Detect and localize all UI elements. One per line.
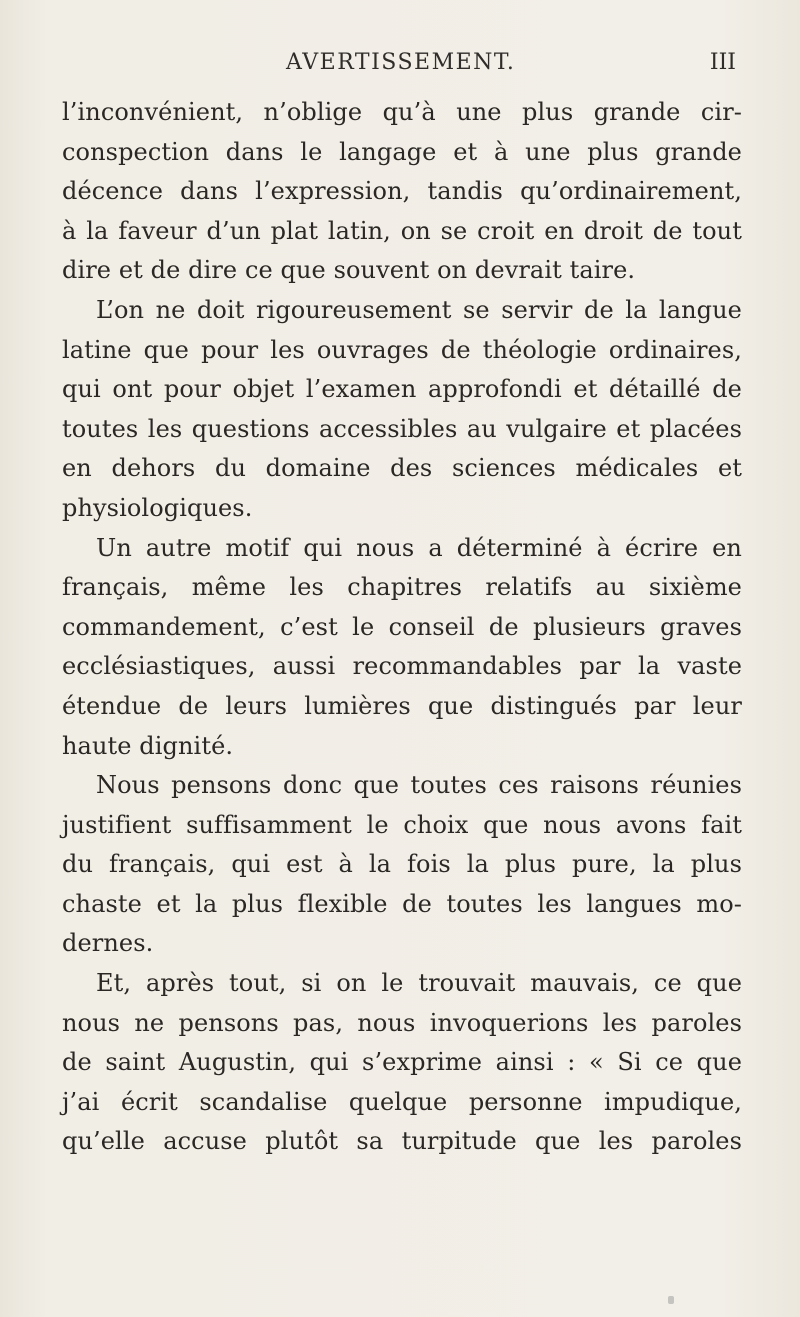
text-line: à la faveur d’un plat latin, on se croit en droit de tout (62, 216, 742, 245)
text-line: physiologiques. (62, 493, 253, 522)
text-line: décence dans l’expression, tandis qu’ordinairement, (62, 177, 742, 206)
text-line: latine que pour les ouvrages de théologie ordinaires, (62, 335, 742, 364)
text-line: Un autre motif qui nous a déterminé à écrire en (96, 533, 742, 562)
text-line: conspection dans le langage et à une plus grande (62, 137, 742, 166)
text-line: toutes les questions accessibles au vulgaire et placées (62, 414, 742, 443)
text-line: j’ai écrit scandalise quelque personne impudique, (62, 1087, 742, 1116)
text-line: de saint Augustin, qui s’exprime ainsi : « Si ce que (62, 1048, 742, 1077)
text-line: du français, qui est à la fois la plus pure, la plus (62, 850, 742, 879)
text-line: L’on ne doit rigoureusement se servir de la langue (96, 295, 742, 324)
text-line: chaste et la plus flexible de toutes les langues mo- (62, 889, 742, 918)
text-line: qu’elle accuse plutôt sa turpitude que les paroles (62, 1127, 742, 1156)
text-line: haute dignité. (62, 731, 234, 760)
text-line: ecclésiastiques, aussi recommandables par la vaste (62, 652, 742, 681)
text-line: l’inconvénient, n’oblige qu’à une plus grande cir- (62, 98, 742, 126)
text-line: en dehors du domaine des sciences médicales et (62, 454, 742, 483)
text-line: Nous pensons donc que toutes ces raisons réunies (96, 771, 742, 800)
text-line: étendue de leurs lumières que distingués par leur (62, 691, 742, 720)
text-line: français, même les chapitres relatifs au sixième (62, 573, 742, 602)
text-line: nous ne pensons pas, nous invoquerions les paroles (62, 1008, 742, 1037)
page-header (0, 44, 800, 84)
text-line: qui ont pour objet l’examen approfondi et détaillé de (62, 375, 742, 404)
text-line: justifient suffisamment le choix que nous avons fait (62, 810, 742, 839)
paper-speck (668, 1296, 674, 1304)
body-text (62, 93, 742, 1162)
text-line: Et, après tout, si on le trouvait mauvais, ce que (96, 969, 742, 998)
text-line: commandement, c’est le conseil de plusieurs graves (62, 612, 742, 641)
running-title: AVERTISSEMENT. (286, 50, 516, 75)
page-number: III (709, 50, 736, 75)
text-line: dernes. (62, 929, 154, 958)
text-line: dire et de dire ce que souvent on devrait taire. (62, 256, 636, 285)
